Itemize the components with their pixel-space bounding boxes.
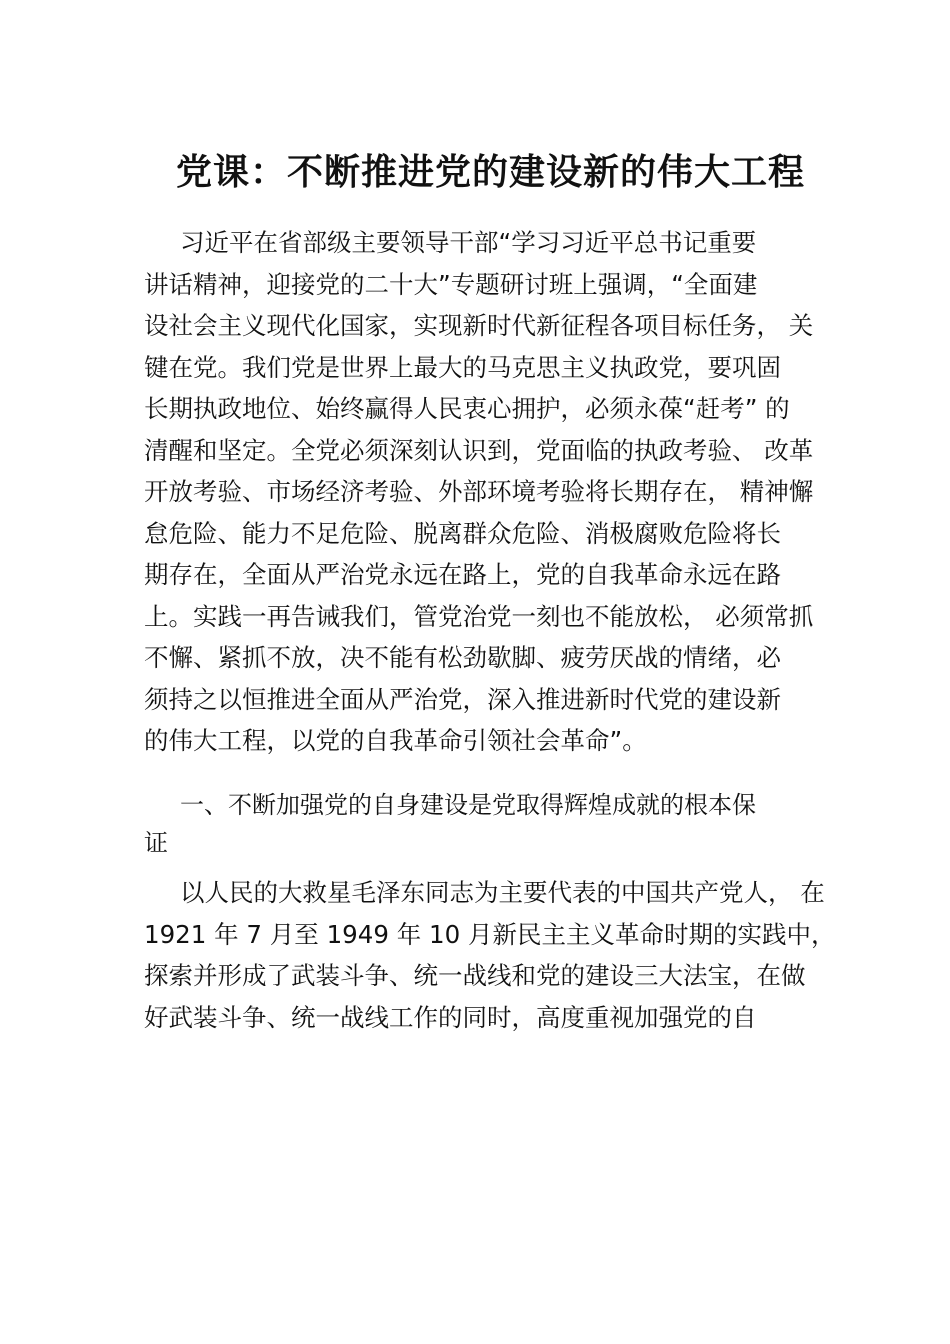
section-heading-1 bbox=[144, 786, 834, 862]
paragraph-line: 清醒和坚定。全党必须深刻认识到，党面临的执政考验、 改革 bbox=[144, 435, 814, 465]
paragraph-line: 1921 年 7 月至 1949 年 10 月新民主主义革命时期的实践中， bbox=[144, 919, 836, 949]
paragraph-line: 长期执政地位、始终赢得人民衷心拥护，必须永葆“赶考” 的 bbox=[144, 394, 790, 423]
document-title: 党课：不断推进党的建设新的伟大工程 bbox=[176, 151, 806, 193]
paragraph-line: 上。实践一再告诫我们，管党治党一刻也不能放松， 必须常抓 bbox=[144, 601, 814, 631]
heading-line: 证 bbox=[144, 829, 168, 857]
heading-line: 一、不断加强党的自身建设是党取得辉煌成就的根本保 bbox=[180, 791, 756, 819]
paragraph-line: 的伟大工程，以党的自我革命引领社会革命”。 bbox=[144, 726, 647, 755]
paragraph-line: 不懈、紧抓不放，决不能有松劲歇脚、疲劳厌战的情绪，必 bbox=[144, 643, 781, 672]
paragraph-line: 怠危险、能力不足危险、脱离群众危险、消极腐败危险将长 bbox=[144, 518, 781, 548]
paragraph-1 bbox=[144, 222, 834, 762]
paragraph-2 bbox=[144, 872, 834, 1038]
paragraph-line: 设社会主义现代化国家，实现新时代新征程各项目标任务， 关 bbox=[144, 311, 814, 340]
paragraph-line: 期存在，全面从严治党永远在路上，党的自我革命永远在路 bbox=[144, 560, 781, 589]
paragraph-line: 以人民的大救星毛泽东同志为主要代表的中国共产党人， 在 bbox=[180, 878, 825, 907]
paragraph-line: 习近平在省部级主要领导干部“学习习近平总书记重要 bbox=[180, 228, 757, 257]
paragraph-line: 探索并形成了武装斗争、统一战线和党的建设三大法宝，在做 bbox=[144, 961, 806, 990]
paragraph-line: 好武装斗争、统一战线工作的同时，高度重视加强党的自 bbox=[144, 1002, 757, 1032]
paragraph-line: 须持之以恒推进全面从严治党，深入推进新时代党的建设新 bbox=[144, 684, 781, 714]
paragraph-line: 键在党。我们党是世界上最大的马克思主义执政党，要巩固 bbox=[144, 352, 781, 382]
paragraph-line: 讲话精神，迎接党的二十大”专题研讨班上强调，“全面建 bbox=[144, 269, 758, 299]
paragraph-line: 开放考验、市场经济考验、外部环境考验将长期存在， 精神懈 bbox=[144, 477, 814, 506]
